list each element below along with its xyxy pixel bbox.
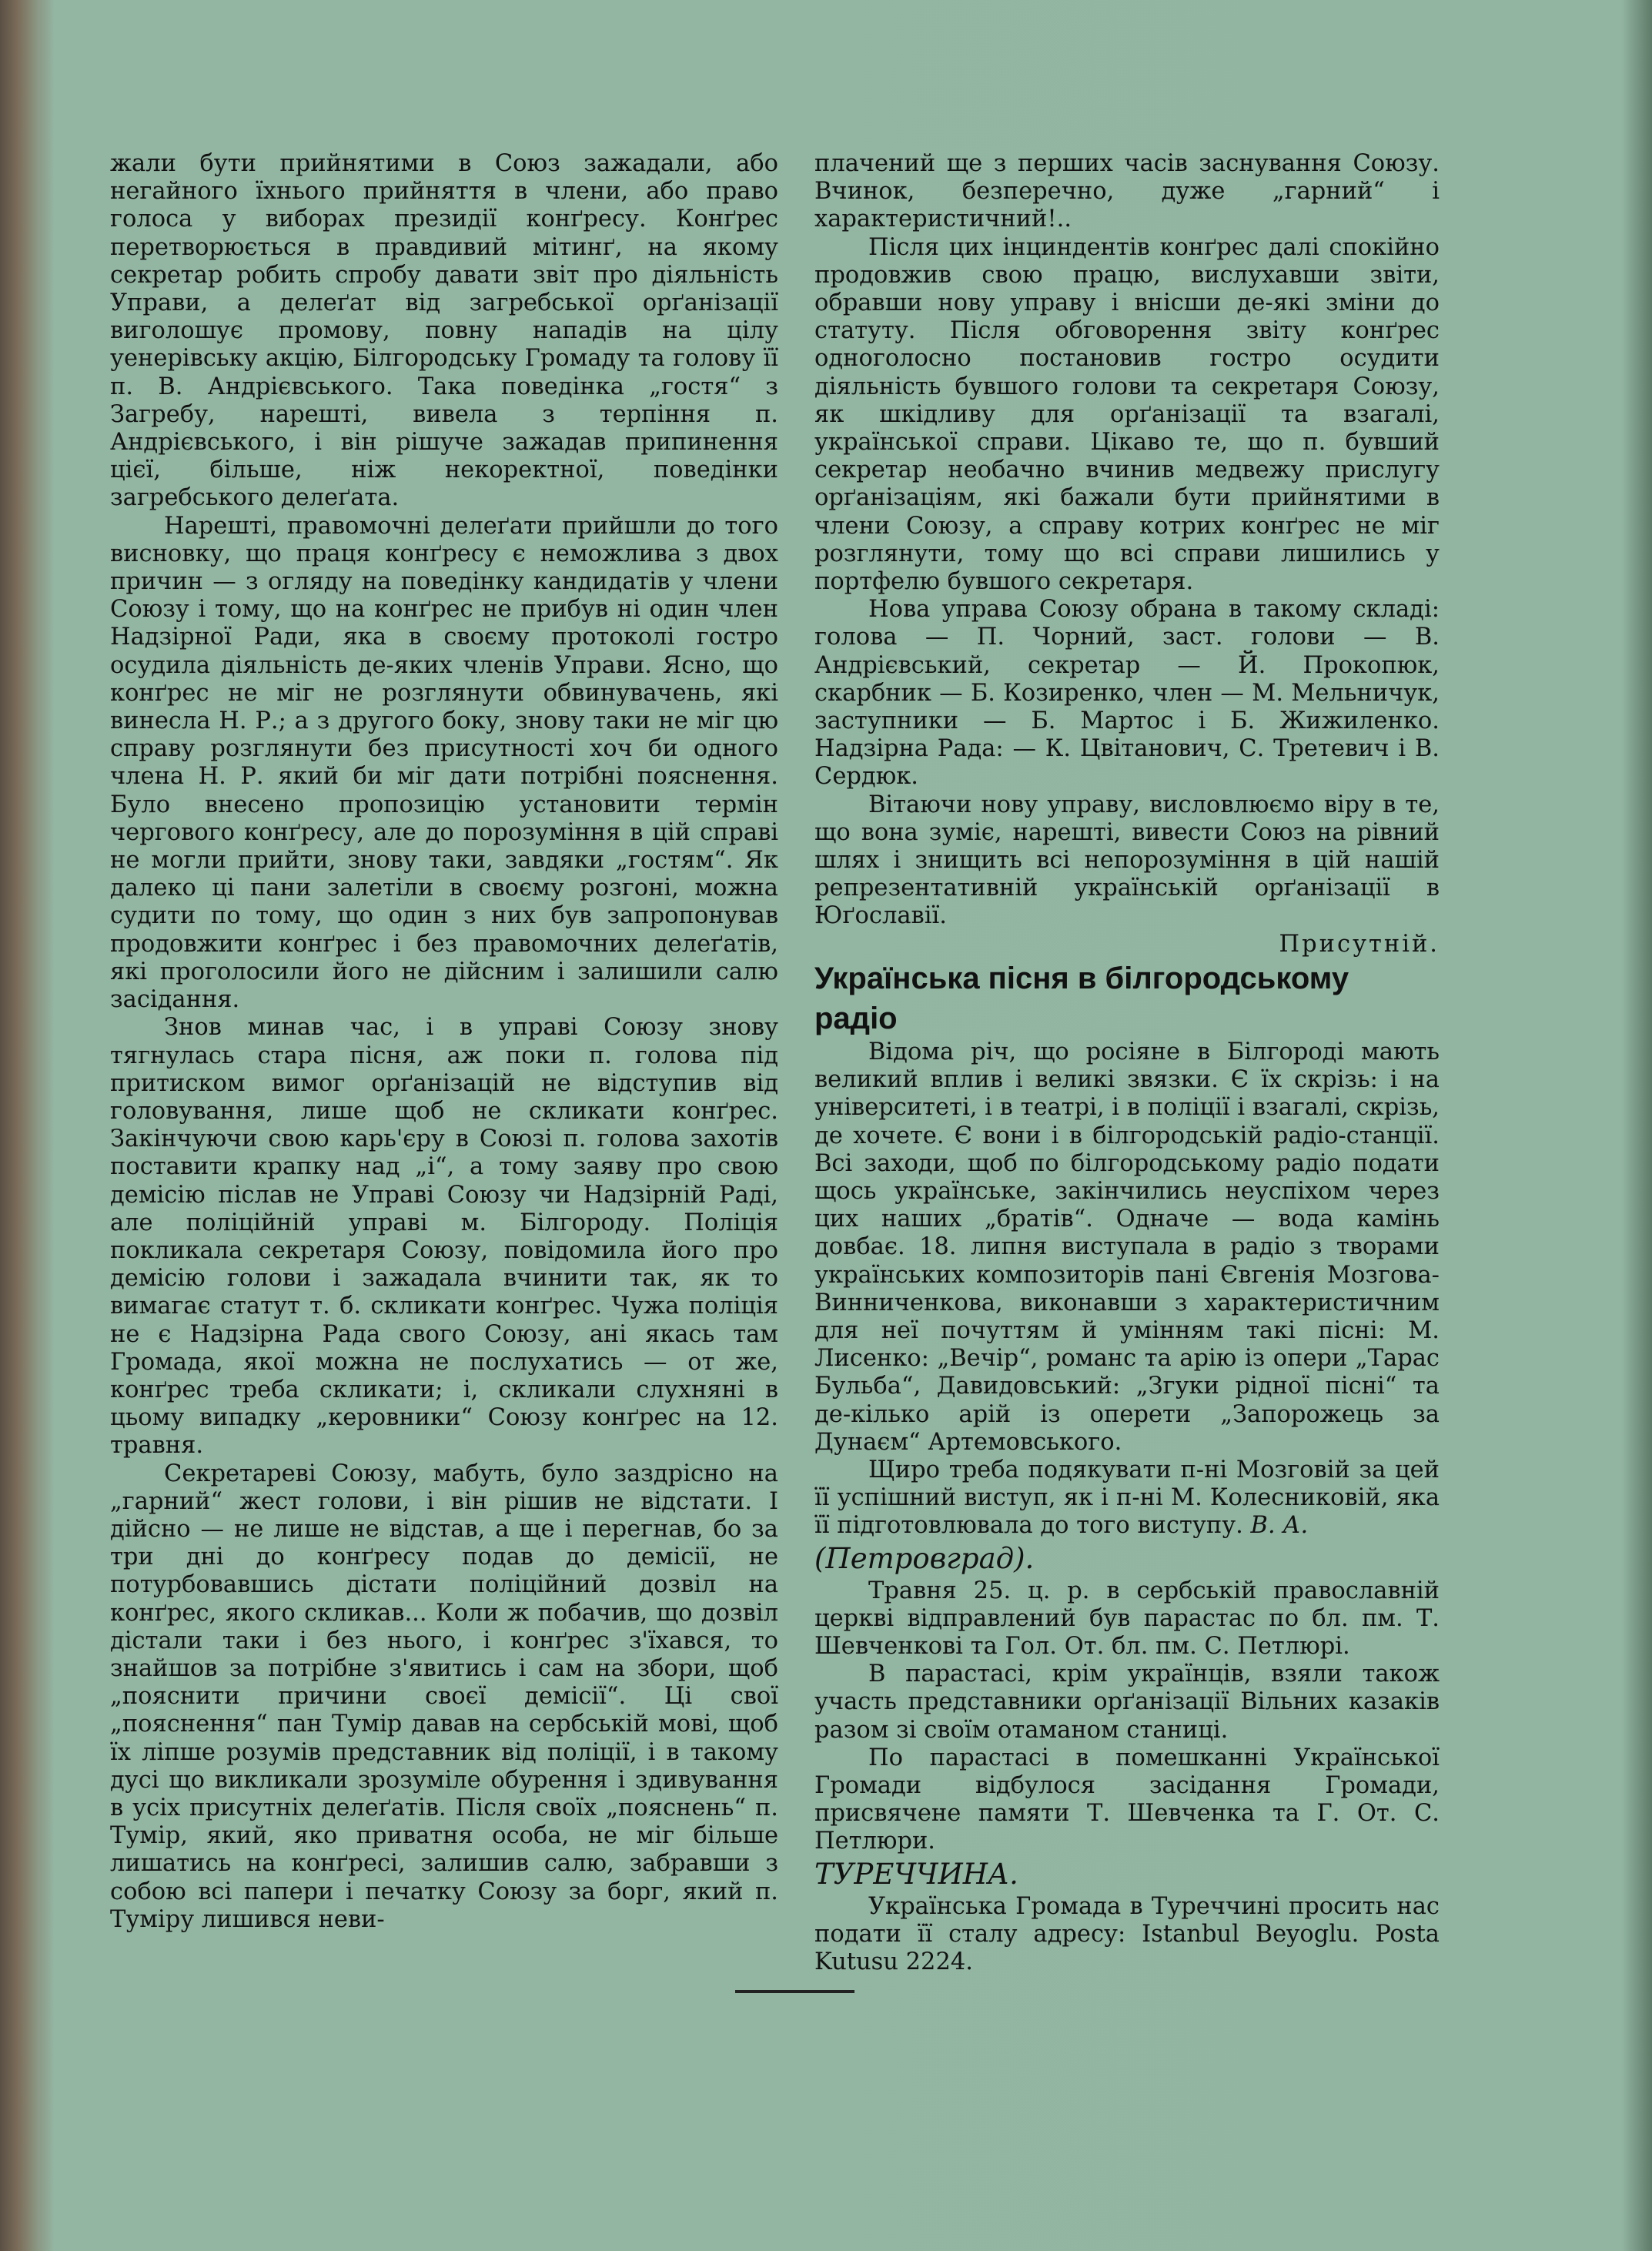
paragraph: плачений ще з перших часів заснування Союзу. Вчинок, безперечно, дуже „гарний“ і характеристичний!.. (814, 150, 1440, 233)
signature-initials: В. А. (1250, 1512, 1309, 1540)
paragraph: Травня 25. ц. р. в сербській православній церкві відправлений був парастас по бл. пм. Т. Шевченкові та Гол. От. бл. пм. С. Петлюрі. (814, 1577, 1440, 1660)
paragraph (814, 1457, 1440, 1540)
right-column (814, 150, 1440, 1976)
paragraph: По парастасі в помешканні Української Громади відбулося засідання Громади, присвячене памяти Т. Шевченка та Г. От. С. Петлюри. (814, 1744, 1440, 1855)
divider-rule (735, 1990, 854, 1993)
section-heading-petrovgrad: (Петровград). (814, 1541, 1035, 1575)
paragraph-text: Щиро треба подякувати п-ні Мозговій за цей її успішний виступ, як і п-ні М. Колесниковій, яка її підготовлювала до того виступу. (814, 1456, 1440, 1540)
page-edge-shadow (1621, 0, 1652, 2251)
paragraph: Українська Громада в Туреччині просить нас подати її сталу адресу: Istanbul Beyoglu. Posta Kutusu 2224. (814, 1892, 1440, 1975)
paragraph: Після цих інциндентів конґрес далі спокійно продовжив свою працю, вислухавши звіти, обравши нову управу і внісши де-які зміни до статуту. Після обговорення звіту конґрес одноголосно постановив гостро осудити діяльність бувшого голови та секретаря Союзу, як шкідливу для орґанізації та взагалі, української справи. Цікаво те, що п. бувший секретар необачно вчинив медвежу прислугу орґанізаціям, які бажали бути прийнятими в члени Союзу, а справу котрих конґрес не міг розглянути, тому що всі справи лишились у портфелю бувшого секретаря. (814, 233, 1440, 596)
section-heading-radio: Українська пісня в білгородському радіо (814, 961, 1349, 1035)
signature-present: Присутній. (1279, 930, 1440, 958)
paragraph: Відома річ, що росіяне в Білгороді мають великий вплив і великі звязки. Є їх скрізь: і на університеті, і в театрі, і в поліції і взагалі, скрізь, де хочете. Є вони і в білгородській радіо-станції. Всі заходи, щоб по білгородському радіо подати щось українське, закінчились неуспіхом через цих наших „братів“. Одначе — вода камінь довбає. 18. липня виступала в радіо з творами українських композиторів пані Євгенія Мозгова-Винниченкова, виконавши з характеристичним для неї почуттям й умінням такі пісні: М. Лисенко: „Вечір“, романс та арію із опери „Тарас Бульба“, Давидовський: „Згуки рідної пісні“ та де-кілько арій із оперети „Запорожець за Дунаєм“ Артемовського. (814, 1038, 1440, 1456)
paragraph: Вітаючи нову управу, висловлюємо віру в те, що вона зуміє, нарешті, вивести Союз на рівний шлях і знищить всі непорозуміння в цій нашій репрезентативній українській орґанізації в Юґославії. (814, 791, 1440, 930)
paragraph: В парастасі, крім українців, взяли також участь представники орґанізації Вільних казаків разом зі своїм отаманом станиці. (814, 1661, 1440, 1744)
binding-edge (0, 0, 54, 2251)
paragraph: Нова управа Союзу обрана в такому складі: голова — П. Чорний, заст. голови — В. Андрієвський, секретар — Й. Прокопюк, скарбник — Б. Козиренко, член — М. Мельничук, заступники — Б. Мартос і Б. Жижиленко. Надзірна Рада: — К. Цвітанович, С. Третевич і В. Сердюк. (814, 596, 1440, 791)
left-column (110, 150, 778, 1934)
paragraph: Знов минав час, і в управі Союзу знову тягнулась стара пісня, аж поки п. голова під притиском вимог орґанізацій не відступив від головування, лише щоб не скликати конґрес. Закінчуючи свою карь'єру в Союзі п. голова захотів поставити крапку над „і“, а тому заяву про свою демісію післав не Управі Союзу чи Надзірній Раді, але поліційній управі м. Білгороду. Поліція покликала секретаря Союзу, повідомила його про демісію голови і зажадала вчинити так, як то вимагає статут т. б. скликати конґрес. Чужа поліція не є Надзірна Рада свого Союзу, ані якась там Громада, якої можна не послухатись — от же, конґрес треба скликати; і, скликали слухняні в цьому випадку „керовники“ Союзу конґрес на 12. травня. (110, 1014, 778, 1460)
paragraph: жали бути прийнятими в Союз зажадали, або негайного їхнього прийняття в члени, або право голоса у виборах президії конґресу. Конґрес перетворюється в правдивий мітинґ, на якому секретар робить спробу давати звіт про діяльність Управи, а делеґат від загребської орґанізації виголошує промову, повну нападів на цілу уенерівську акцію, Білгородську Громаду та голову її п. В. Андрієвського. Така поведінка „гостя“ з Загребу, нарешті, вивела з терпіння п. Андрієвського, і він рішуче зажадав припинення цієї, більше, ніж некоректної, поведінки загребського делеґата. (110, 150, 778, 512)
section-heading-turkey: ТУРЕЧЧИНА. (814, 1857, 1018, 1891)
paragraph: Нарешті, правомочні делеґати прийшли до того висновку, що праця конґресу є неможлива з двох причин — з огляду на поведінку кандидатів у члени Союзу і тому, що на конґрес не прибув ні один член Надзірної Ради, яка в своєму протоколі гостро осудила діяльність де-яких членів Управи. Ясно, що конґрес не міг не розглянути обвинувачень, які винесла Н. Р.; а з другого боку, знову таки не міг цю справу розглянути без присутності хоч би одного члена Н. Р. який би міг дати потрібні пояснення. Було внесено пропозицію установити термін чергового конґресу, але до порозуміння в цій справі не могли прийти, знову таки, завдяки „гостям“. Як далеко ці пани залетіли в своєму розгоні, можна судити по тому, що один з них був запропонував продовжити конґрес і без правомочних делеґатів, які проголосили його не дійсним і залишили салю засідання. (110, 512, 778, 1014)
paragraph: Секретареві Союзу, мабуть, було заздрісно на „гарний“ жест голови, і він рішив не відстати. І дійсно — не лише не відстав, а ще і перегнав, бо за три дні до конґресу подав до демісії, не потурбовавшись дістати поліційний дозвіл на конґрес, якого скликав... Коли ж побачив, що дозвіл дістали таки і без нього, і конґрес з'їхався, то знайшов за потрібне з'явитись і сам на збори, щоб „пояснити причини своєї демісії“. Ці свої „пояснення“ пан Тумір давав на сербській мові, щоб їх ліпше розумів представник від поліції, і в такому дусі що викликали зрозуміле обурення і здивування в усіх присутніх делеґатів. Після своїх „пояснень“ п. Тумір, який, яко приватня особа, не міг більше лишатись на конґресі, залишив салю, забравши з собою всі папери і печатку Союзу за борг, який п. Туміру лишився неви- (110, 1460, 778, 1933)
